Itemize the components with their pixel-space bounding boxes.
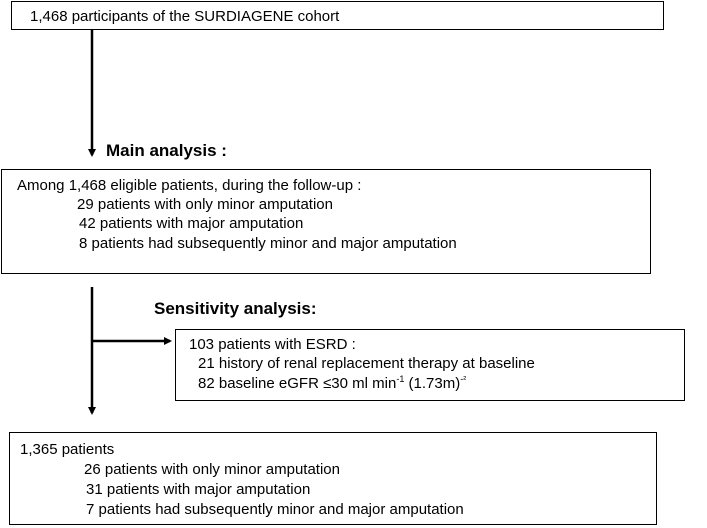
egfr-exponent-1: -1 — [396, 374, 405, 384]
final-line-3: 31 patients with major amputation — [86, 481, 311, 498]
cohort-box — [11, 1, 664, 30]
main-analysis-box — [1, 169, 651, 274]
sensitivity-line-1: 103 patients with ESRD : — [189, 336, 356, 353]
egfr-text-middle: (1.73m) — [404, 375, 461, 392]
main-analysis-line-4: 8 patients had subsequently minor and major amputation — [79, 235, 457, 252]
cohort-text: 1,468 participants of the SURDIAGENE cohort — [30, 8, 340, 25]
sensitivity-analysis-heading: Sensitivity analysis: — [154, 299, 317, 318]
sensitivity-box — [175, 329, 685, 401]
main-analysis-line-3: 42 patients with major amputation — [79, 215, 304, 232]
main-analysis-heading: Main analysis : — [106, 141, 227, 160]
main-analysis-line-1: Among 1,468 eligible patients, during the follow-up : — [17, 177, 362, 194]
main-analysis-line-2: 29 patients with only minor amputation — [77, 196, 333, 213]
final-box — [9, 432, 657, 525]
final-line-4: 7 patients had subsequently minor and major amputation — [86, 501, 464, 518]
egfr-exponent-2: -² — [460, 374, 467, 384]
egfr-text-prefix: 82 baseline eGFR ≤30 ml min — [198, 375, 397, 392]
final-line-1: 1,365 patients — [20, 441, 115, 458]
final-line-2: 26 patients with only minor amputation — [84, 461, 340, 478]
sensitivity-line-3 — [198, 374, 466, 393]
sensitivity-line-2: 21 history of renal replacement therapy at baseline — [198, 355, 535, 372]
